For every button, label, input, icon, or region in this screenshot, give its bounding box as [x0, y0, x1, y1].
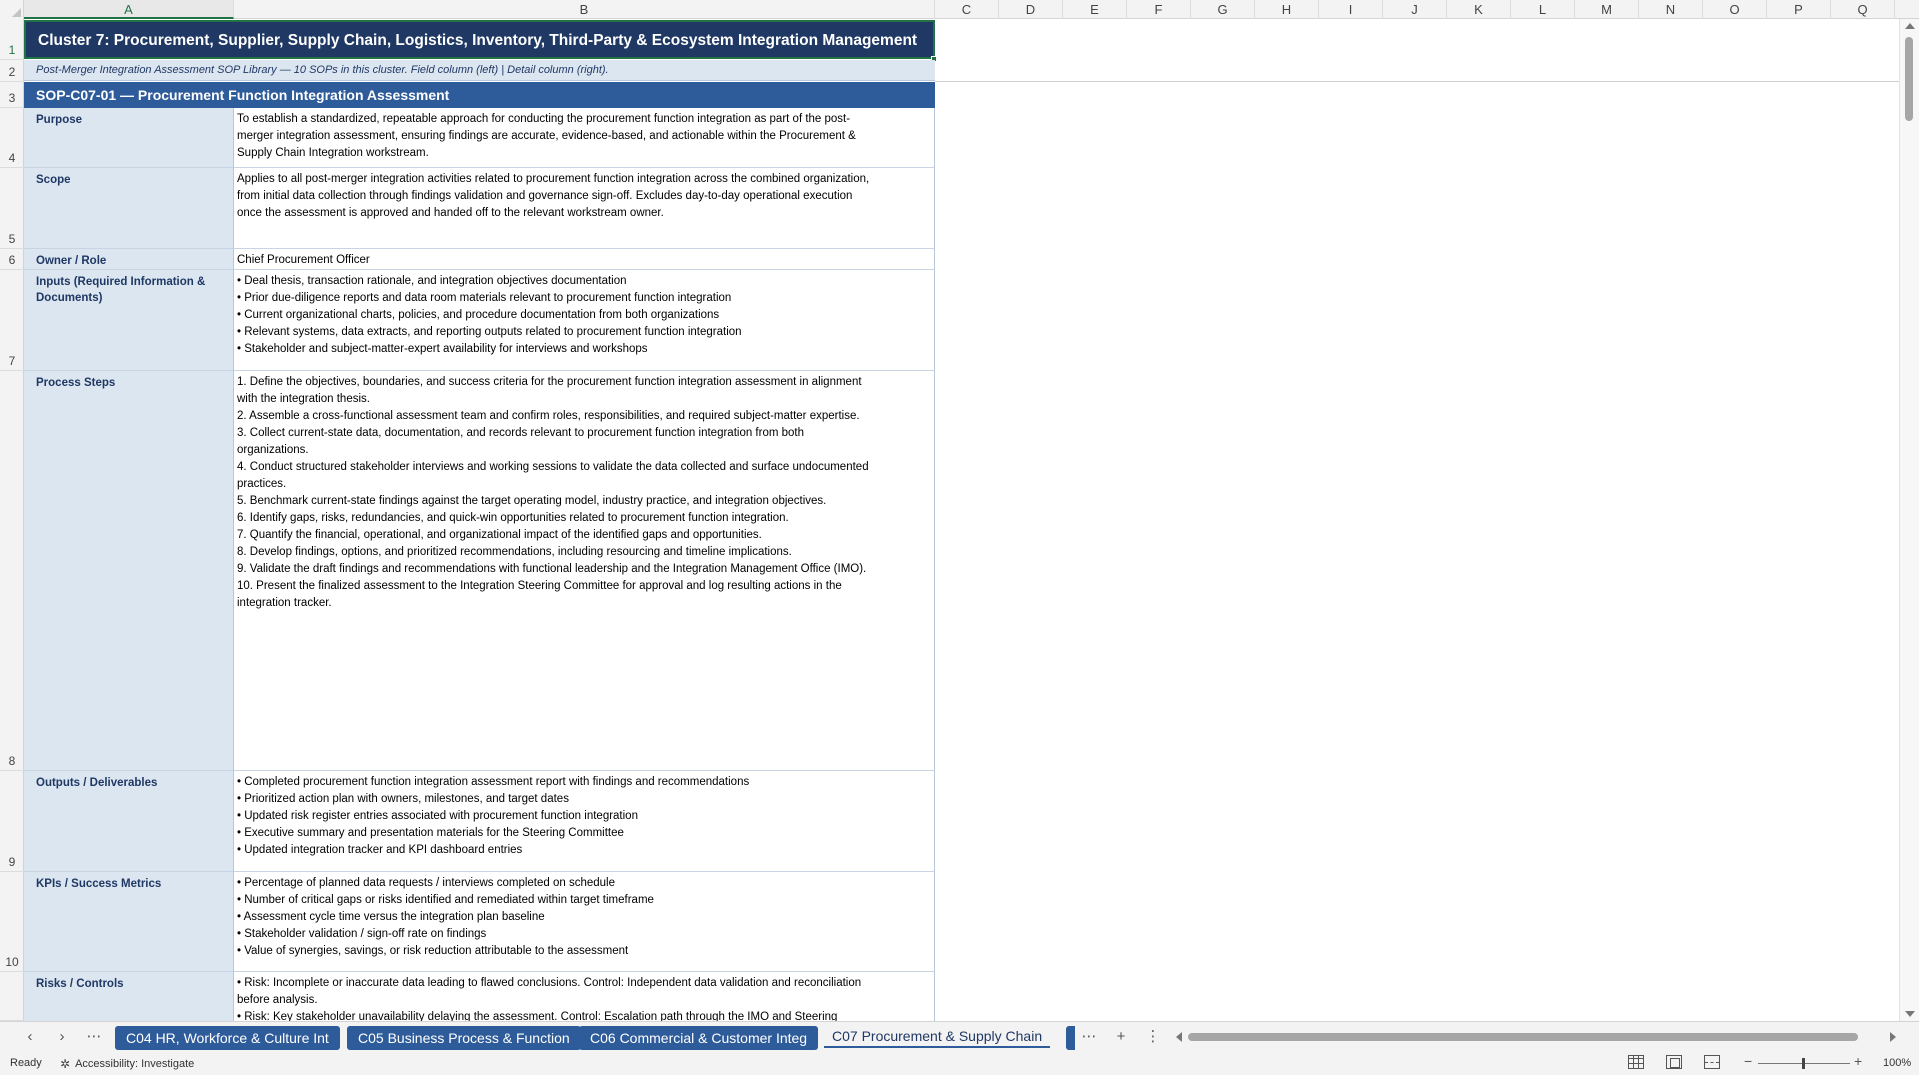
scroll-down-arrow-icon[interactable] — [1905, 1011, 1915, 1017]
detail-line: • Completed procurement function integration assessment report with findings and recommendations — [237, 776, 750, 788]
zoom-level[interactable]: 100% — [1883, 1057, 1912, 1069]
sop-header-cell[interactable]: SOP-C07-01 — Procurement Function Integration Assessment — [24, 82, 935, 108]
detail-line: 9. Validate the draft findings and recommendations with functional leadership and the Integration Management Office (IMO). — [237, 563, 867, 575]
field-label-scope[interactable]: Scope — [24, 168, 234, 249]
column-header-j[interactable]: J — [1383, 0, 1447, 19]
column-header-f[interactable]: F — [1127, 0, 1191, 19]
field-label-outputs-deliverables[interactable]: Outputs / Deliverables — [24, 771, 234, 872]
detail-line: • Executive summary and presentation materials for the Steering Committee — [237, 827, 624, 839]
detail-line: • Percentage of planned data requests / interviews completed on schedule — [237, 877, 616, 889]
sheet-tab-c05[interactable]: C05 Business Process & Function — [347, 1026, 581, 1050]
detail-line: • Risk: Incomplete or inaccurate data leading to flawed conclusions. Control: Independent data validation and reconciliation — [237, 977, 862, 989]
detail-line: • Deal thesis, transaction rationale, and integration objectives documentation — [237, 275, 627, 287]
detail-line: • Risk: Key stakeholder unavailability delaying the assessment. Control: Escalation path through the IMO and Steering — [237, 1011, 838, 1021]
field-label-process-steps[interactable]: Process Steps — [24, 371, 234, 771]
vertical-scroll-thumb[interactable] — [1905, 37, 1913, 121]
row-header-1[interactable]: 1 — [0, 19, 24, 60]
horizontal-scrollbar[interactable] — [1174, 1030, 1898, 1044]
field-label-inputs-required-information-documents[interactable]: Inputs (Required Information & Documents) — [24, 270, 234, 371]
detail-line: with the integration thesis. — [237, 393, 370, 405]
page-break-preview-icon[interactable] — [1704, 1055, 1720, 1069]
column-header-m[interactable]: M — [1575, 0, 1639, 19]
detail-line: • Number of critical gaps or risks identified and remediated within target timeframe — [237, 894, 654, 906]
sheet-tab-next-partial[interactable] — [1066, 1026, 1075, 1050]
detail-line: 1. Define the objectives, boundaries, and success criteria for the procurement function integration assessment in alignment — [237, 376, 862, 388]
field-detail-kpis-success-metrics[interactable] — [234, 872, 935, 972]
column-header-h[interactable]: H — [1255, 0, 1319, 19]
add-sheet-icon[interactable]: + — [1116, 1028, 1126, 1045]
accessibility-label: Accessibility: Investigate — [75, 1058, 195, 1070]
field-label-purpose[interactable]: Purpose — [24, 108, 234, 168]
detail-line: • Updated risk register entries associated with procurement function integration — [237, 810, 638, 822]
column-header-d[interactable]: D — [999, 0, 1063, 19]
tab-scroll-prev-icon[interactable]: ‹ — [27, 1028, 33, 1045]
detail-line: merger integration assessment, ensuring findings are accurate, evidence-based, and actionable within the Procurement & — [237, 130, 856, 142]
column-header-n[interactable]: N — [1639, 0, 1703, 19]
detail-line: • Current organizational charts, policies, and procedure documentation from both organizations — [237, 309, 720, 321]
tab-more-left-icon[interactable]: ⋯ — [86, 1028, 102, 1045]
column-header-o[interactable]: O — [1703, 0, 1767, 19]
detail-line: practices. — [237, 478, 287, 490]
row-header-10[interactable]: 10 — [0, 872, 24, 972]
detail-line: • Assessment cycle time versus the integration plan baseline — [237, 911, 545, 923]
page-layout-view-icon[interactable] — [1666, 1055, 1682, 1069]
detail-line: • Stakeholder validation / sign-off rate on findings — [237, 928, 487, 940]
gridline — [935, 81, 1899, 82]
sheet-options-icon[interactable]: ⋮ — [1145, 1028, 1161, 1045]
tab-scroll-next-icon[interactable]: › — [59, 1028, 65, 1045]
column-header-g[interactable]: G — [1191, 0, 1255, 19]
field-label-owner-role[interactable]: Owner / Role — [24, 249, 234, 270]
row-header-6[interactable]: 6 — [0, 249, 24, 270]
row-header-bar — [0, 19, 24, 1021]
detail-line: organizations. — [237, 444, 309, 456]
row-header-5[interactable]: 5 — [0, 168, 24, 249]
row-header-8[interactable]: 8 — [0, 371, 24, 771]
field-label-kpis-success-metrics[interactable]: KPIs / Success Metrics — [24, 872, 234, 972]
detail-line: 2. Assemble a cross-functional assessment team and confirm roles, responsibilities, and required subject-matter expertise. — [237, 410, 860, 422]
scroll-up-arrow-icon[interactable] — [1905, 23, 1915, 29]
row-header-4[interactable]: 4 — [0, 108, 24, 168]
detail-line: Applies to all post-merger integration activities related to procurement function integration across the combined organization, — [237, 173, 870, 185]
column-header-i[interactable]: I — [1319, 0, 1383, 19]
detail-line: • Value of synergies, savings, or risk reduction attributable to the assessment — [237, 945, 629, 957]
field-detail-risks-controls[interactable] — [234, 972, 935, 1021]
column-header-bar — [0, 0, 1919, 19]
zoom-knob[interactable] — [1802, 1058, 1805, 1069]
detail-line: before analysis. — [237, 994, 318, 1006]
detail-line: 5. Benchmark current-state findings against the target operating model, industry practice, and integration objectives. — [237, 495, 827, 507]
detail-line: To establish a standardized, repeatable approach for conducting the procurement function integration as part of the post- — [237, 113, 851, 125]
subtitle-cell[interactable]: Post-Merger Integration Assessment SOP Library — 10 SOPs in this cluster. Field column (left) | Detail column (right). — [24, 60, 935, 81]
detail-line: 7. Quantify the financial, operational, and organizational impact of the identified gaps and opportunities. — [237, 529, 762, 541]
detail-line: 10. Present the finalized assessment to the Integration Steering Committee for approval and log resulting actions in the — [237, 580, 842, 592]
zoom-slider[interactable] — [1744, 1055, 1864, 1071]
detail-line: • Prioritized action plan with owners, milestones, and target dates — [237, 793, 569, 805]
row-header-partial[interactable] — [0, 972, 24, 1021]
select-all-corner[interactable] — [0, 0, 24, 19]
status-bar — [0, 1051, 1919, 1075]
status-ready-text: Ready — [10, 1057, 42, 1069]
sheet-tab-bar — [0, 1021, 1919, 1051]
cluster-title-cell[interactable]: Cluster 7: Procurement, Supplier, Supply Chain, Logistics, Inventory, Third-Party & Ecosystem Integration Management — [24, 20, 935, 59]
column-header-q[interactable]: Q — [1831, 0, 1895, 19]
detail-line: Supply Chain Integration workstream. — [237, 147, 429, 159]
sheet-tab-c07[interactable]: C07 Procurement & Supply Chain — [824, 1024, 1050, 1048]
detail-line: from initial data collection through findings validation and governance sign-off. Excludes day-to-day operational execution — [237, 190, 853, 202]
detail-line: 8. Develop findings, options, and prioritized recommendations, including resourcing and timeline implications. — [237, 546, 792, 558]
accessibility-status[interactable] — [60, 1057, 194, 1071]
detail-line: • Prior due-diligence reports and data room materials relevant to procurement function integration — [237, 292, 732, 304]
field-detail-owner-role[interactable] — [234, 249, 935, 270]
row-header-7[interactable]: 7 — [0, 270, 24, 371]
zoom-out-icon[interactable]: − — [1744, 1053, 1753, 1069]
column-header-a[interactable]: A — [24, 0, 234, 19]
view-switcher — [1628, 1055, 1720, 1069]
detail-line: Chief Procurement Officer — [237, 254, 370, 266]
detail-line: 3. Collect current-state data, documentation, and records relevant to procurement function integration from both — [237, 427, 805, 439]
column-header-e[interactable]: E — [1063, 0, 1127, 19]
row-header-2[interactable]: 2 — [0, 60, 24, 82]
zoom-in-icon[interactable]: + — [1854, 1053, 1863, 1069]
detail-line: • Updated integration tracker and KPI dashboard entries — [237, 844, 523, 856]
detail-line: • Relevant systems, data extracts, and reporting outputs related to procurement function integration — [237, 326, 742, 338]
column-header-k[interactable]: K — [1447, 0, 1511, 19]
detail-line: • Stakeholder and subject-matter-expert availability for interviews and workshops — [237, 343, 648, 355]
field-detail-outputs-deliverables[interactable] — [234, 771, 935, 872]
detail-line: 4. Conduct structured stakeholder interviews and working sessions to validate the data collected and surface undocumented — [237, 461, 869, 473]
horizontal-scroll-thumb[interactable] — [1188, 1033, 1858, 1041]
normal-view-icon[interactable] — [1628, 1055, 1644, 1069]
detail-line: once the assessment is approved and handed off to the relevant workstream owner. — [237, 207, 664, 219]
field-detail-scope[interactable] — [234, 168, 935, 249]
field-label-risks-controls[interactable]: Risks / Controls — [24, 972, 234, 1021]
field-detail-purpose[interactable] — [234, 108, 935, 168]
accessibility-icon: ✲ — [60, 1057, 71, 1071]
column-header-c[interactable]: C — [935, 0, 999, 19]
scroll-right-arrow-icon[interactable] — [1890, 1032, 1896, 1042]
row-header-3[interactable]: 3 — [0, 82, 24, 108]
field-detail-inputs-required-information-documents[interactable] — [234, 270, 935, 371]
column-header-p[interactable]: P — [1767, 0, 1831, 19]
sheet-tab-c04[interactable]: C04 HR, Workforce & Culture Int — [115, 1026, 340, 1050]
vertical-scrollbar[interactable] — [1899, 19, 1919, 1021]
field-detail-process-steps[interactable] — [234, 371, 935, 771]
column-header-b[interactable]: B — [234, 0, 935, 19]
row-header-9[interactable]: 9 — [0, 771, 24, 872]
detail-line: integration tracker. — [237, 597, 332, 609]
sheet-tab-c06[interactable]: C06 Commercial & Customer Integ — [579, 1026, 818, 1050]
detail-line: 6. Identify gaps, risks, redundancies, and quick-win opportunities related to procurement function integration. — [237, 512, 789, 524]
tab-more-right-icon[interactable]: ⋯ — [1081, 1028, 1097, 1045]
column-header-l[interactable]: L — [1511, 0, 1575, 19]
scroll-left-arrow-icon[interactable] — [1176, 1032, 1182, 1042]
worksheet-grid[interactable] — [24, 19, 1899, 1021]
